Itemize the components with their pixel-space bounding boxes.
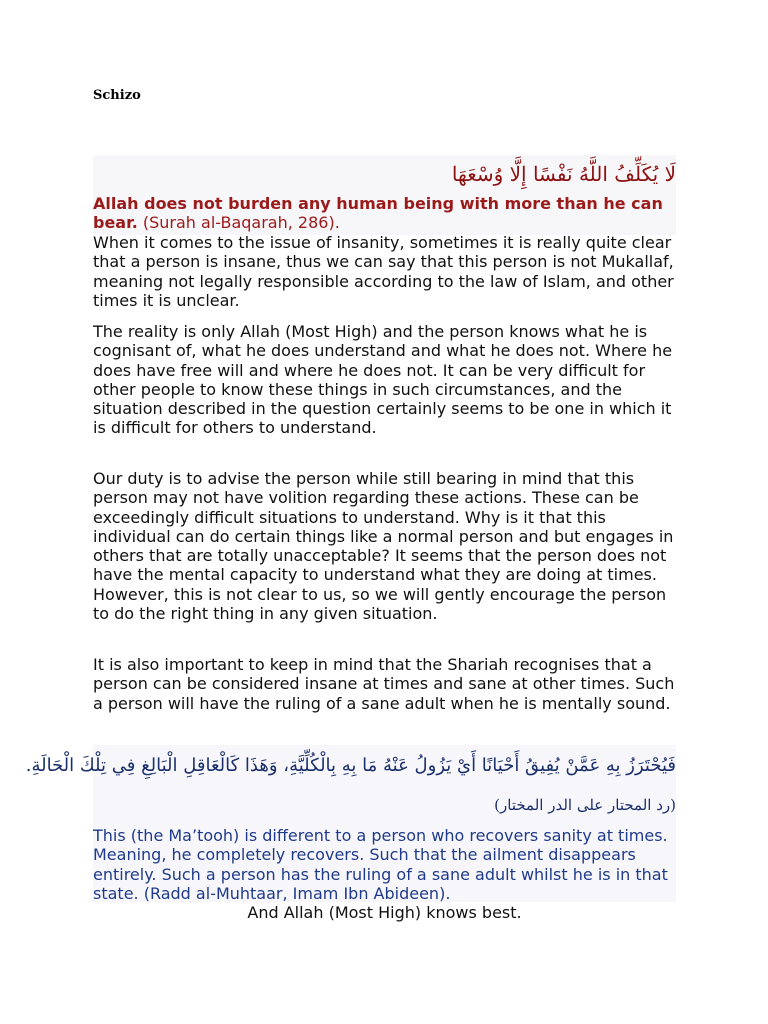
body-paragraph-2: The reality is only Allah (Most High) and the person knows what he is cognisant of, what he does understand and what he does not. Where he does have free will and where he does not. It can be very difficult for other people to know these things in such circumstances, and the situation described in the question certainly seems to be one in which it is difficult for others to understand. — [93, 322, 673, 438]
body-paragraph-3: Our duty is to advise the person while still bearing in mind that this person may not have volition regarding these actions. These can be exceedingly difficult situations to understand. Why is it that this individual can do certain things like a normal person and but engages in others that are totally unacceptable? It seems that the person does not have the mental capacity to understand what they are doing at times. However, this is not clear to us, so we will gently encourage the person to do the right thing in any given situation. — [93, 469, 674, 624]
arabic-verse: لَا يُكَلِّفُ اللَّهُ نَفْسًا إِلَّا وُسْعَهَا — [451, 162, 676, 186]
verse-citation: (Surah al-Baqarah, 286). — [137, 213, 340, 232]
closing-line: And Allah (Most High) knows best. — [247, 903, 522, 922]
arabic-reference-text: فَيُحْتَرَزُ بِهِ عَمَّنْ يُفِيقُ أَحْيَانًا أَيْ يَزُولُ عَنْهُ مَا بِهِ بِالْكُلِّيَّةِ، وَهَذَا كَالْعَاقِلِ الْبَالِغِ فِي تِلْكَ الْحَالَةِ. — [25, 755, 676, 776]
body-paragraph-1: When it comes to the issue of insanity, sometimes it is really quite clear that a person is insane, thus we can say that this person is not Mukallaf, meaning not legally responsible according to the law of Islam, and other times it is unclear. — [93, 233, 674, 310]
verse-translation-bold: Allah does not burden any human being with more than he can bear. — [93, 194, 663, 232]
document-title: Schizo — [93, 88, 141, 103]
reference-translation: This (the Ma’tooh) is different to a person who recovers sanity at times. Meaning, he completely recovers. Such that the ailment disappears entirely. Such a person has the ruling of a sane adult whilst he is in that state. (Radd al-Muhtaar, Imam Ibn Abideen). — [93, 826, 668, 903]
body-paragraph-4: It is also important to keep in mind that the Shariah recognises that a person can be considered insane at times and sane at other times. Such a person will have the ruling of a sane adult when he is mentally sound. — [93, 655, 675, 713]
verse-translation — [93, 194, 676, 232]
arabic-reference-source: (رد المحتار على الدر المختار) — [494, 796, 676, 814]
